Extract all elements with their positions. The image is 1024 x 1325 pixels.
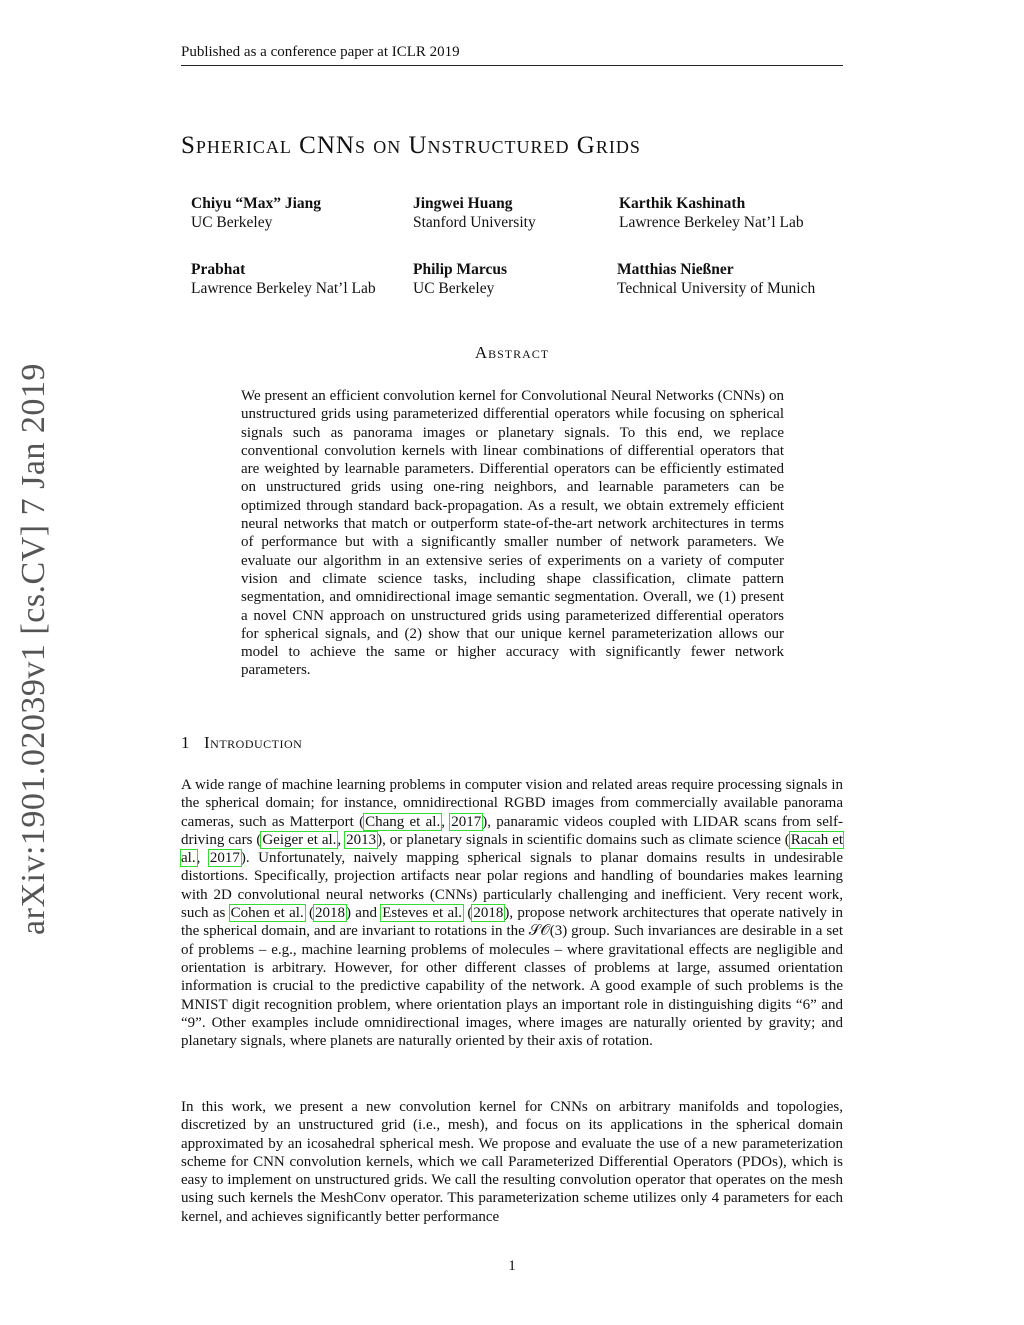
text-span: A wide range of machine learning problems in computer vision and related areas require processing signals in the spherical domain; for instance, omnidirectional RGBD images from commercially available panorama cameras, such as Matterport ( [181, 777, 843, 830]
author-name: Jingwei Huang [413, 195, 513, 212]
author-block [619, 194, 804, 232]
citation-year-link[interactable]: 2018 [315, 905, 346, 922]
citation-year-link[interactable]: 2017 [451, 813, 482, 830]
citation-link[interactable]: Cohen et al. [230, 905, 304, 922]
author-affiliation: Lawrence Berkeley Nat’l Lab [191, 280, 376, 297]
section-heading [181, 733, 302, 753]
author-block [413, 260, 507, 298]
citation-year-link[interactable]: 2017 [209, 850, 240, 867]
intro-paragraph-2: In this work, we present a new convolution kernel for CNNs on arbitrary manifolds and topologies, discretized by an unstructured grid (i.e., mesh), and focus on its applications in the spherical domain approximated by an icosahedral spherical mesh. We propose and evaluate the use of a new parameterization scheme for CNN convolution kernels, which we call Parameterized Differential Operators (PDOs), which is easy to implement on unstructured grids. We call the resulting convolution operator that operates on the mesh using such kernels the MeshConv operator. This parameterization scheme utilizes only 4 parameters for each kernel, and achieves significantly better performance [181, 1099, 843, 1225]
author-name: Prabhat [191, 261, 246, 278]
text-span: , [196, 850, 209, 867]
section-title: Introduction [204, 733, 303, 752]
author-affiliation: Stanford University [413, 214, 536, 231]
text-span: , [441, 813, 451, 830]
citation-link[interactable]: Esteves et al. [382, 905, 463, 922]
author-block [617, 260, 815, 298]
author-affiliation: UC Berkeley [191, 214, 273, 231]
section-number: 1 [181, 733, 190, 752]
abstract-body: We present an efficient convolution kernel for Convolutional Neural Networks (CNNs) on unstructured grids using parameterized differential operators while focusing on spherical signals such as panorama images or planetary signals. To this end, we replace conventional convolution kernels with linear combinations of differential operators that are weighted by learnable parameters. Differential operators can be efficiently estimated on unstructured grids using one-ring neighbors, and learnable parameters can be optimized through standard back-propagation. As a result, we obtain extremely efficient neural networks that match or outperform state-of-the-art network architectures in terms of performance but with a significantly smaller number of network parameters. We evaluate our algorithm in an extensive series of experiments on a variety of computer vision and climate science tasks, including shape classification, climate pattern segmentation, and omnidirectional image semantic segmentation. Overall, we (1) present a novel CNN approach on unstructured grids using parameterized differential operators for spherical signals, and (2) show that our unique kernel parameterization allows our model to achieve the same or higher accuracy with significantly fewer network parameters. [241, 388, 784, 679]
arxiv-stamp [14, 363, 54, 935]
page-number: 1 [508, 1258, 516, 1274]
citation-link[interactable]: Racah et al. [181, 831, 844, 867]
author-name: Chiyu “Max” Jiang [191, 195, 322, 212]
abstract-heading: Abstract [474, 343, 550, 362]
author-block [413, 194, 536, 232]
author-affiliation: Technical University of Munich [617, 280, 816, 297]
author-name: Philip Marcus [413, 261, 508, 278]
text-span: ), or planetary signals in scientific domains such as climate science ( [377, 831, 790, 848]
author-affiliation: Lawrence Berkeley Nat’l Lab [619, 214, 804, 231]
math-so3: 𝒮𝒪(3) [528, 923, 568, 940]
text-span: ), propose network architectures that operate natively in the spherical domain, and are invariant to rotations in the [181, 905, 844, 940]
text-span: group. Such invariances are desirable in a set of problems – e.g., machine learning problems of molecules – where gravitational effects are negligible and orientation is arbitrary. However, for other different classes of problems at large, assumed orientation information is crucial to the predictive capability of the network. A good example of such problems is the MNIST digit recognition problem, where orientation plays an important role in distinguishing digits “6” and “9”. Other examples include omnidirectional images, where images are naturally oriented by gravity; and planetary signals, where planets are naturally oriented by their axis of rotation. [181, 923, 843, 1050]
author-affiliation: UC Berkeley [413, 280, 495, 297]
text-span: ( [463, 905, 473, 922]
author-name: Karthik Kashinath [619, 195, 746, 212]
citation-year-link[interactable]: 2013 [346, 831, 377, 848]
intro-paragraph-1 [181, 776, 843, 1050]
citation-year-link[interactable]: 2018 [473, 905, 504, 922]
author-block [191, 194, 321, 232]
arxiv-stamp-text: arXiv:1901.02039v1 [cs.CV] 7 Jan 2019 [15, 363, 53, 935]
paper-title: Spherical CNNs on Unstructured Grids [181, 132, 641, 159]
running-header: Published as a conference paper at ICLR 2019 [181, 44, 460, 60]
author-block [191, 260, 376, 298]
author-name: Matthias Nießner [617, 261, 734, 278]
text-span: ) and [346, 905, 382, 922]
text-span: , [337, 831, 346, 848]
citation-link[interactable]: Chang et al. [365, 813, 441, 830]
text-span: ). Unfortunately, naively mapping spherical signals to planar domains results in undesirable distortions. Specifically, projection artifacts near polar regions and handling of boundaries makes learning with 2D convolutional neural networks (CNNs) particularly challenging and inefficient. Very recent work, such as [181, 850, 844, 922]
header-rule [181, 65, 843, 66]
citation-link[interactable]: Geiger et al. [262, 831, 337, 848]
text-span: ), panaramic videos coupled with LIDAR scans from self-driving cars ( [181, 813, 844, 848]
text-span: ( [304, 905, 315, 922]
